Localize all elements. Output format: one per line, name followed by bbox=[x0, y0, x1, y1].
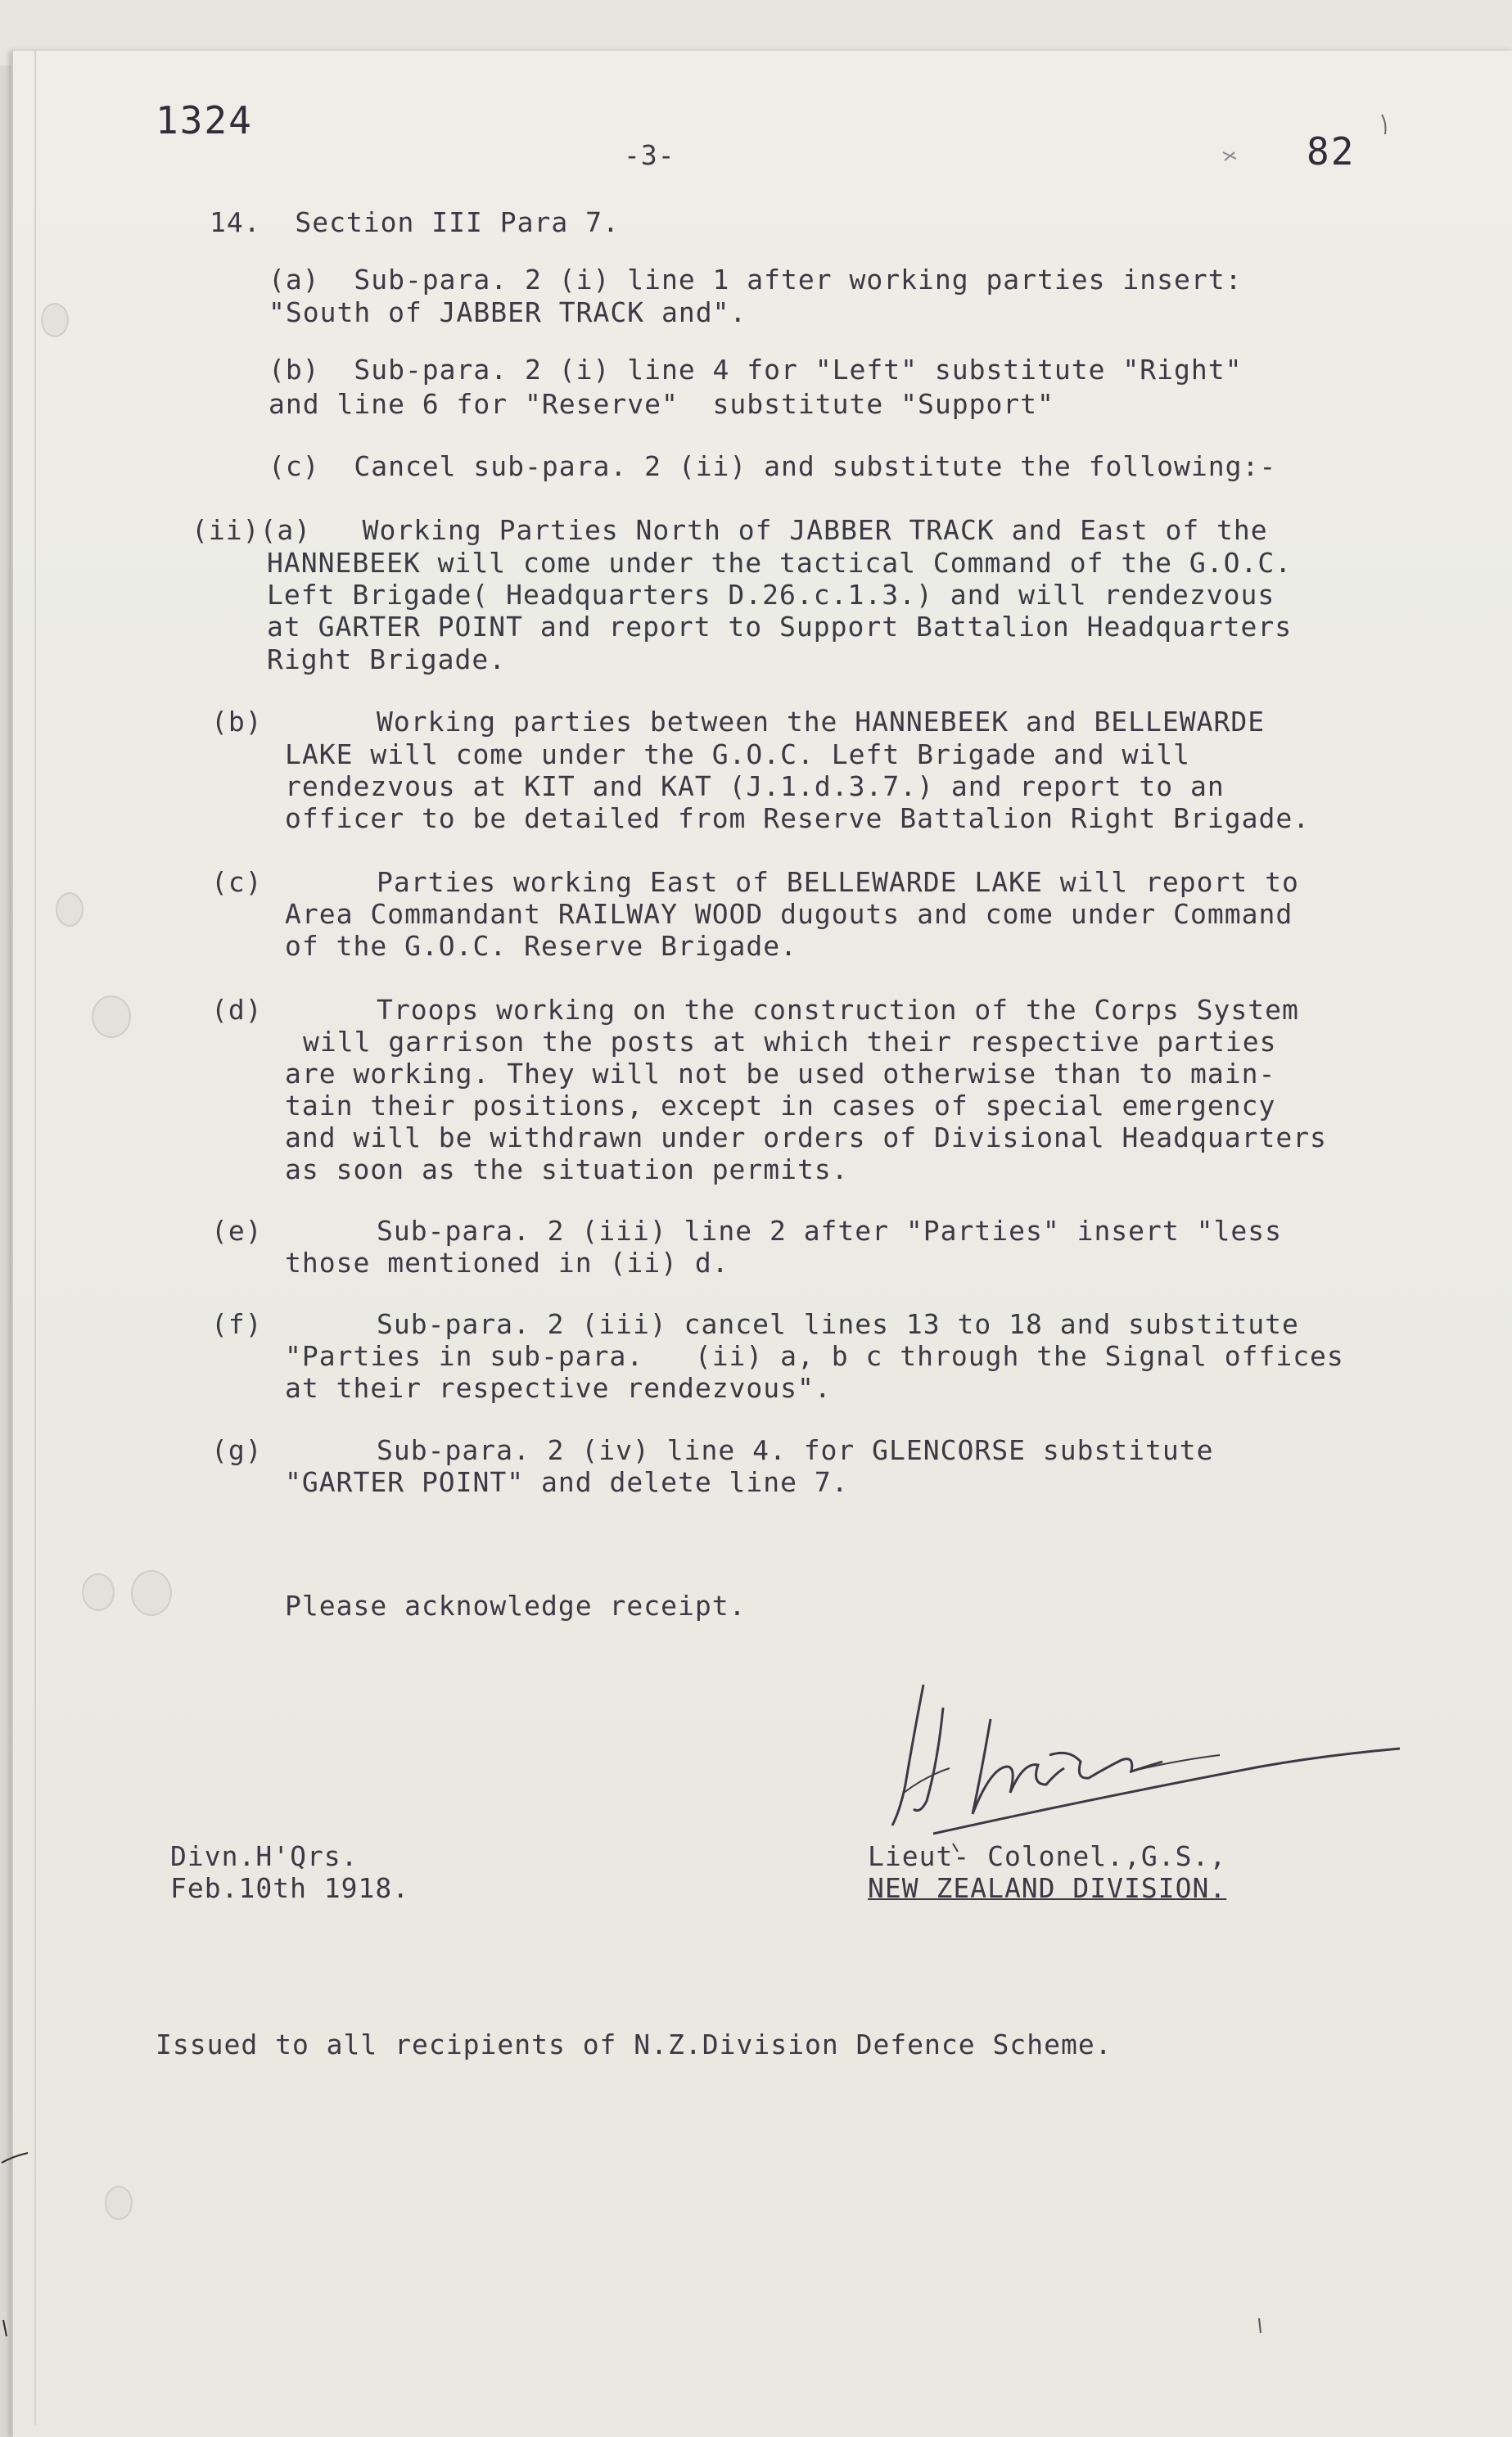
punch-hole bbox=[56, 892, 83, 927]
amendment-b-line1: (b) Sub-para. 2 (i) line 4 for "Left" substitute "Right" bbox=[269, 354, 1243, 386]
para-f-line3: at their respective rendezvous". bbox=[285, 1372, 832, 1404]
para-c-label: (c) bbox=[211, 866, 263, 898]
para-e-label: (e) bbox=[211, 1215, 263, 1247]
punch-hole bbox=[105, 2186, 133, 2220]
para-d-line6: as soon as the situation permits. bbox=[285, 1153, 849, 1185]
signatory-unit: NEW ZEALAND DIVISION. bbox=[868, 1872, 1227, 1904]
punch-hole bbox=[41, 303, 69, 337]
origin-date: Feb.10th 1918. bbox=[170, 1872, 410, 1904]
para-c-line2: Area Commandant RAILWAY WOOD dugouts and come under Command bbox=[285, 898, 1293, 930]
para-ii-a-line4: at GARTER POINT and report to Support Battalion Headquarters bbox=[267, 611, 1293, 643]
para-f-line2: "Parties in sub-para. (ii) a, b c through the Signal offices bbox=[285, 1340, 1344, 1372]
para-d-line5: and will be withdrawn under orders of Divisional Headquarters bbox=[285, 1121, 1327, 1153]
punch-hole bbox=[92, 995, 131, 1038]
origin-line1: Divn.H'Qrs. bbox=[170, 1840, 359, 1872]
para-b-line4: officer to be detailed from Reserve Battalion Right Brigade. bbox=[285, 802, 1311, 834]
para-d-line3: are working. They will not be used otherwise than to main- bbox=[285, 1058, 1276, 1090]
stray-mark bbox=[0, 2317, 16, 2341]
acknowledge-request: Please acknowledge receipt. bbox=[285, 1590, 747, 1622]
para-ii-a-line1: (ii)(a) Working Parties North of JABBER TRACK and East of the bbox=[192, 514, 1268, 546]
amendment-c-line1: (c) Cancel sub-para. 2 (ii) and substitute the following:- bbox=[269, 450, 1277, 482]
amendment-b-line2: and line 6 for "Reserve" substitute "Support" bbox=[269, 388, 1054, 420]
para-d-label: (d) bbox=[211, 994, 263, 1026]
distribution-note: Issued to all recipients of N.Z.Division Defence Scheme. bbox=[156, 2029, 1113, 2060]
folio-number: 82 bbox=[1307, 129, 1356, 174]
para-g-label: (g) bbox=[211, 1434, 263, 1466]
para-e-line2: those mentioned in (ii) d. bbox=[285, 1247, 729, 1279]
stray-mark bbox=[0, 2138, 33, 2171]
para-g-line1: Sub-para. 2 (iv) line 4. for GLENCORSE substitute bbox=[377, 1434, 1214, 1466]
para-b-label: (b) bbox=[211, 706, 263, 738]
page-edge-line bbox=[34, 51, 36, 2425]
file-number: 1324 bbox=[156, 98, 253, 142]
section-title: 14. Section III Para 7. bbox=[210, 206, 620, 238]
para-f-line1: Sub-para. 2 (iii) cancel lines 13 to 18 and substitute bbox=[377, 1308, 1299, 1340]
para-b-line3: rendezvous at KIT and KAT (J.1.d.3.7.) and report to an bbox=[285, 770, 1225, 802]
para-f-label: (f) bbox=[211, 1308, 263, 1340]
amendment-a-line1: (a) Sub-para. 2 (i) line 1 after working parties insert: bbox=[269, 264, 1243, 296]
para-e-line1: Sub-para. 2 (iii) line 2 after "Parties" insert "less bbox=[377, 1215, 1282, 1247]
para-b-line1: Working parties between the HANNEBEEK and BELLEWARDE bbox=[377, 706, 1266, 738]
para-b-line2: LAKE will come under the G.O.C. Left Brigade and will bbox=[285, 738, 1190, 770]
para-c-line3: of the G.O.C. Reserve Brigade. bbox=[285, 930, 798, 962]
amendment-a-line2: "South of JABBER TRACK and". bbox=[269, 296, 747, 328]
pencil-mark bbox=[1218, 138, 1243, 170]
pencil-mark bbox=[1379, 111, 1395, 144]
para-g-line2: "GARTER POINT" and delete line 7. bbox=[285, 1466, 849, 1498]
para-ii-a-line3: Left Brigade( Headquarters D.26.c.1.3.) and will rendezvous bbox=[267, 579, 1275, 611]
punch-hole bbox=[82, 1573, 115, 1611]
para-c-line1: Parties working East of BELLEWARDE LAKE will report to bbox=[377, 866, 1299, 898]
para-d-line2: will garrison the posts at which their respective parties bbox=[303, 1026, 1277, 1058]
page-marker: -3- bbox=[624, 139, 675, 171]
para-ii-a-line2: HANNEBEEK will come under the tactical Command of the G.O.C. bbox=[267, 547, 1293, 579]
para-d-line1: Troops working on the construction of the Corps System bbox=[377, 994, 1299, 1026]
punch-hole bbox=[131, 1570, 172, 1616]
para-ii-a-line5: Right Brigade. bbox=[267, 643, 507, 675]
signatory-title: Lieut- Colonel.,G.S., bbox=[868, 1840, 1227, 1872]
para-d-line4: tain their positions, except in cases of special emergency bbox=[285, 1090, 1276, 1121]
stray-mark bbox=[1254, 2317, 1266, 2338]
